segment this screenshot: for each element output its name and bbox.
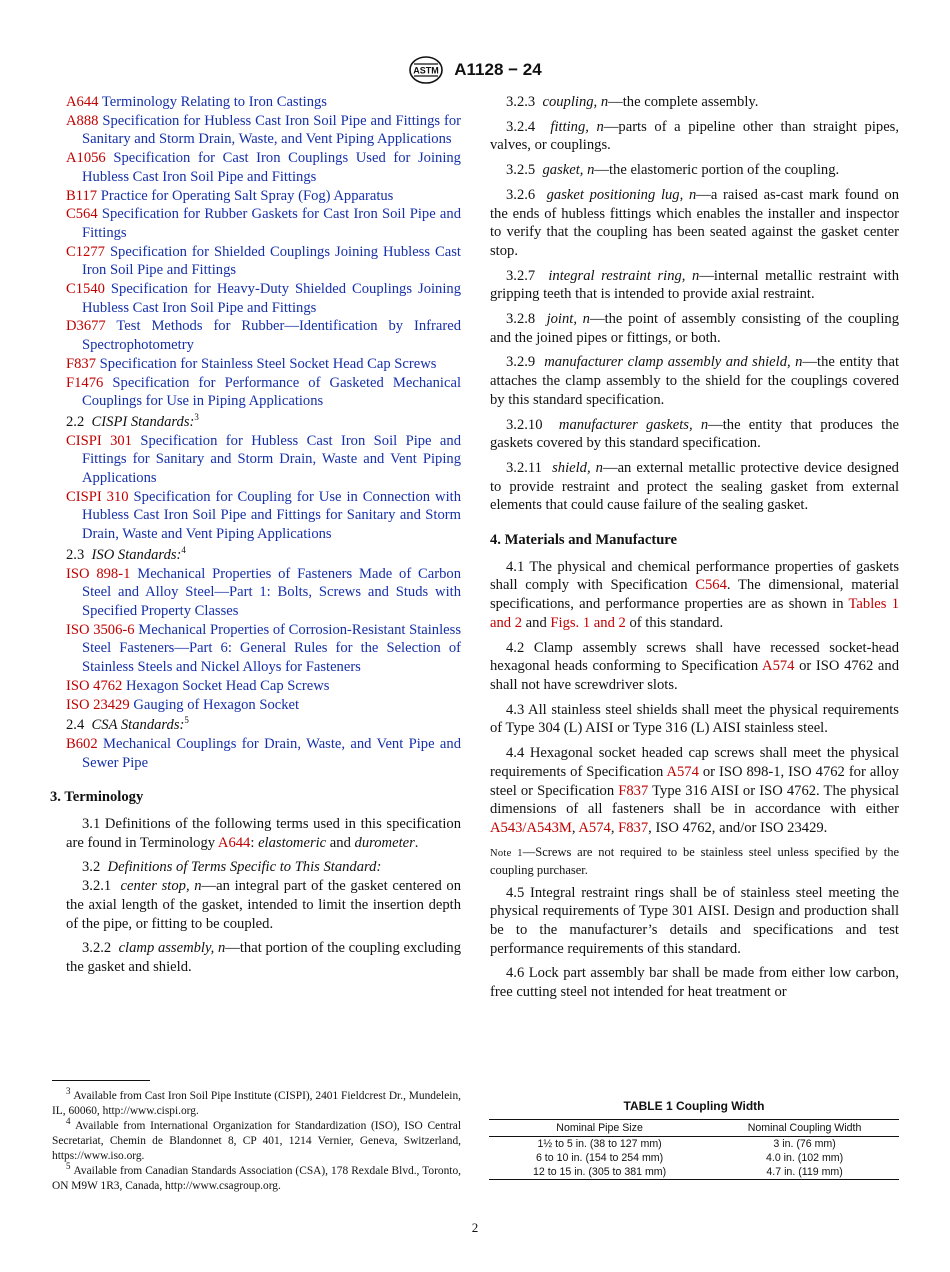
section-3-heading: 3. Terminology: [50, 789, 144, 806]
reference-code-link[interactable]: C1540: [66, 281, 105, 298]
reference-code-link[interactable]: CISPI 310: [66, 488, 129, 505]
paragraph-4-3: 4.3 All stainless steel shields shall meet the physical requirements of Type 304 (L) AISI or Type 316 (L) AISI stainless steel.: [490, 701, 899, 737]
footnotes: [52, 1080, 461, 1194]
reference-code-link[interactable]: D3677: [66, 318, 106, 335]
reference-item: [66, 280, 461, 317]
coupling-width-table: [489, 1119, 899, 1180]
reference-title-link[interactable]: Specification for Coupling for Use in Connection with Hubless Cast Iron Soil Pipe and Fittings for Sanitary and Storm Drain, Waste and Vent Piping Applications: [82, 488, 462, 543]
reference-code-link[interactable]: ISO 3506-6: [66, 621, 135, 638]
svg-text:ASTM: ASTM: [413, 65, 440, 76]
reference-item: [66, 432, 461, 488]
link-a574[interactable]: A574: [666, 763, 699, 780]
reference-code-link[interactable]: CISPI 301: [66, 432, 132, 449]
paragraph-4-1: 4.1 The physical and chemical performance properties of gaskets shall comply with Specification C564. The dimensional, material specifications, and performance properties are as shown in Tables 1 and 2 and Figs. 1 and 2 of this standard.: [490, 558, 899, 631]
table-header: Nominal Coupling Width: [710, 1120, 899, 1137]
reference-title-link[interactable]: Specification for Hubless Cast Iron Soil Pipe and Fittings for Sanitary and Storm Drain, Waste and Vent Piping Applications: [82, 432, 461, 487]
reference-title-link[interactable]: Specification for Hubless Cast Iron Soil Pipe and Fittings for Sanitary and Storm Drain, Waste, and Vent Piping Applications: [82, 112, 462, 148]
reference-title-link[interactable]: Specification for Heavy-Duty Shielded Couplings Joining Hubless Cast Iron Soil Pipe and Fittings: [82, 281, 461, 316]
footnote: $^3$ Available from Cast Iron Soil Pipe Institute (CISPI), 2401 Fieldcrest Dr., Mundelein, IL, 60060, http://www.cispi.org.: [52, 1086, 461, 1117]
paragraph-3-2-2: 3.2.2 clamp assembly, n—that portion of the coupling excluding the gasket and shield.: [66, 940, 461, 975]
table-1-title: TABLE 1 Coupling Width: [623, 1099, 765, 1113]
reference-list-csa: [66, 735, 461, 772]
paragraph-4-4: 4.4 Hexagonal socket headed cap screws shall meet the physical requirements of Specification A574 or ISO 898-1, ISO 4762 for alloy steel or Specification F837 Type 316 AISI or ISO 4762. The physical dimensions of all fasteners shall be in accordance with either A543/A543M, A574, F837, ISO 4762, and/or ISO 23429.: [490, 745, 899, 836]
section-2-2: 2.2 CISPI Standards:$^3$: [66, 412, 199, 430]
table-cell: 4.0 in. (102 mm): [766, 1151, 844, 1164]
table-header: Nominal Pipe Size: [489, 1120, 710, 1137]
left-column: [50, 93, 462, 983]
standard-designation: A1128 − 24: [454, 60, 542, 79]
link-f837[interactable]: F837: [618, 782, 649, 799]
paragraph-3-2-3: 3.2.3 coupling, n—the complete assembly.: [506, 94, 759, 110]
reference-code-link[interactable]: ISO 23429: [66, 696, 130, 713]
section-4-heading: 4. Materials and Manufacture: [490, 532, 677, 549]
reference-title-link[interactable]: Hexagon Socket Head Cap Screws: [126, 677, 330, 694]
reference-title-link[interactable]: Gauging of Hexagon Socket: [133, 696, 300, 713]
reference-title-link[interactable]: Specification for Rubber Gaskets for Cast Iron Soil Pipe and Fittings: [82, 206, 462, 241]
reference-item: [66, 677, 461, 696]
link-figs-1-2[interactable]: Figs. 1 and 2: [550, 614, 626, 631]
paragraph-3-2-11: 3.2.11 shield, n—an external metallic protective device designed to provide restraint and protect the sealing gasket from external elements that could cause failure of the sealing gasket.: [490, 459, 899, 514]
reference-code-link[interactable]: C1277: [66, 243, 105, 260]
table-cell: 4.7 in. (119 mm): [710, 1165, 899, 1180]
section-2-4: 2.4 CSA Standards:$^5$: [66, 715, 189, 734]
reference-list-astm: [66, 93, 461, 411]
reference-item: [66, 205, 461, 242]
note-1: Note 1—Screws are not required to be stainless steel unless specified by the coupling purchaser.: [490, 844, 899, 877]
astm-logo-icon: [408, 55, 444, 85]
reference-title-link[interactable]: Practice for Operating Salt Spray (Fog) Apparatus: [100, 187, 394, 204]
table-cell: 3 in. (76 mm): [773, 1137, 836, 1150]
table-cell: 12 to 15 in. (305 to 381 mm): [489, 1165, 710, 1180]
table-cell: 6 to 10 in. (154 to 254 mm): [535, 1151, 664, 1164]
paragraph-3-2-8: 3.2.8 joint, n—the point of assembly consisting of the coupling and the joined pipes or fittings, or both.: [490, 311, 899, 346]
reference-code-link[interactable]: F1476: [66, 374, 104, 391]
table-1: [489, 1099, 899, 1180]
footnote: $^5$ Available from Canadian Standards Association (CSA), 178 Rexdale Blvd., Toronto, ON M9W 1R3, Canada, http://www.csagroup.org.: [52, 1161, 461, 1192]
reference-code-link[interactable]: ISO 898-1: [66, 565, 131, 582]
paragraph-4-6: 4.6 Lock part assembly bar shall be made from either low carbon, free cutting steel not intended for heat treatment or: [490, 965, 899, 1001]
reference-item: [66, 696, 461, 715]
reference-item: [66, 93, 461, 112]
reference-item: [66, 374, 461, 411]
reference-item: [66, 355, 461, 374]
reference-item: [66, 243, 461, 280]
reference-item: [66, 187, 461, 206]
reference-list-cispi: [66, 432, 461, 544]
reference-title-link[interactable]: Mechanical Couplings for Drain, Waste, and Vent Pipe and Sewer Pipe: [82, 735, 462, 771]
reference-title-link[interactable]: Specification for Stainless Steel Socket Head Cap Screws: [99, 355, 437, 372]
reference-title-link[interactable]: Specification for Cast Iron Couplings Used for Joining Hubless Cast Iron Soil Pipe and Fittings: [82, 150, 461, 185]
paragraph-4-2: 4.2 Clamp assembly screws shall have recessed socket-head hexagonal heads conforming to Specification A574 or ISO 4762 and shall not have screwdriver slots.: [490, 639, 899, 693]
footnote: $^4$ Available from International Organization for Standardization (ISO), ISO Central Secretariat, Chemin de Blandonnet 8, CP 401, 1214 Vernier, Geneva, Switzerland, https://www.iso.org.: [52, 1116, 461, 1162]
reference-item: [66, 621, 461, 677]
paragraph-3-1: 3.1 Definitions of the following terms used in this specification are found in Terminology A644: elastomeric and durometer.: [66, 816, 461, 851]
link-a574[interactable]: A574: [578, 819, 611, 836]
link-a574[interactable]: A574: [762, 658, 795, 675]
paragraph-3-2-4: 3.2.4 fitting, n—parts of a pipeline other than straight pipes, valves, or couplings.: [490, 118, 900, 154]
paragraph-3-2-6: 3.2.6 gasket positioning lug, n—a raised as-cast mark found on the ends of hubless fittings which enables the installer and inspector to verify that the coupling has been seated against the gasket center stop.: [490, 186, 899, 259]
reference-code-link[interactable]: C564: [66, 206, 98, 223]
reference-title-link[interactable]: Mechanical Properties of Fasteners Made of Carbon Steel and Alloy Steel—Part 1: Bolts, Screws and Studs with Specified Property Classes: [82, 565, 461, 619]
link-a543[interactable]: A543/A543M: [490, 819, 572, 836]
reference-code-link[interactable]: A1056: [66, 150, 106, 167]
table-cell: 1½ to 5 in. (38 to 127 mm): [537, 1137, 662, 1150]
reference-title-link[interactable]: Test Methods for Rubber—Identification by Infrared Spectrophotometry: [82, 318, 461, 354]
page-header: [0, 55, 950, 85]
paragraph-3-2-5: 3.2.5 gasket, n—the elastomeric portion of the coupling.: [506, 162, 840, 179]
link-tables-1-2[interactable]: Tables 1 and 2: [490, 596, 899, 631]
page-number: 2: [471, 1220, 479, 1235]
reference-title-link[interactable]: Specification for Shielded Couplings Joining Hubless Cast Iron Soil Pipe and Fittings: [82, 243, 461, 279]
reference-list-iso: [66, 565, 461, 715]
right-column: [490, 93, 899, 1008]
reference-item: [66, 317, 461, 354]
reference-code-link[interactable]: B602: [66, 735, 98, 752]
paragraph-4-5: 4.5 Integral restraint rings shall be of stainless steel meeting the physical requirements of Type 301 AISI. Design and production shall be to the manufacturer’s details and specifications and test performance requirements of this standard.: [490, 884, 899, 957]
reference-code-link[interactable]: ISO 4762: [66, 677, 123, 694]
link-a644[interactable]: A644: [217, 834, 251, 851]
paragraph-3-2-1: 3.2.1 center stop, n—an integral part of the gasket centered on the axial length of the gasket, intended to limit the insertion depth of the pipe, or fitting to be coupled.: [66, 878, 462, 932]
reference-item: [66, 735, 461, 772]
reference-title-link[interactable]: Terminology Relating to Iron Castings: [101, 94, 327, 110]
table-row: [489, 1165, 899, 1180]
reference-item: [66, 565, 461, 621]
paragraph-3-2: 3.2 Definitions of Terms Specific to This Standard:: [82, 859, 382, 876]
reference-code-link[interactable]: A644: [66, 94, 99, 110]
reference-code-link[interactable]: F837: [66, 355, 97, 372]
reference-code-link[interactable]: A888: [66, 112, 99, 129]
reference-item: [66, 112, 461, 149]
reference-title-link[interactable]: Specification for Performance of Gasketed Mechanical Couplings for Use in Piping Applications: [82, 374, 462, 410]
reference-title-link[interactable]: Mechanical Properties of Corrosion-Resistant Stainless Steel Fasteners—Part 6: General Rules for the Selection of Stainless Steels and Nickel Alloys for Fasteners: [82, 621, 461, 676]
paragraph-3-2-9: 3.2.9 manufacturer clamp assembly and shield, n—the entity that attaches the clamp assembly to the shield for the couplings covered by this standard specification.: [490, 354, 899, 408]
reference-item: [66, 149, 461, 186]
paragraph-3-2-10: 3.2.10 manufacturer gaskets, n—the entity that produces the gaskets covered by this standard specification.: [490, 416, 900, 452]
link-c564[interactable]: C564: [695, 577, 727, 594]
footnote-rule: [52, 1080, 150, 1081]
reference-item: [66, 488, 461, 544]
section-2-3: 2.3 ISO Standards:$^4$: [66, 545, 186, 563]
paragraph-3-2-7: 3.2.7 integral restraint ring, n—internal metallic restraint with gripping teeth that is intended to provide axial restraint.: [490, 267, 900, 303]
table-row: [489, 1137, 899, 1152]
table-row: [489, 1151, 899, 1165]
reference-code-link[interactable]: B117: [66, 187, 98, 204]
link-f837[interactable]: F837: [618, 819, 649, 836]
